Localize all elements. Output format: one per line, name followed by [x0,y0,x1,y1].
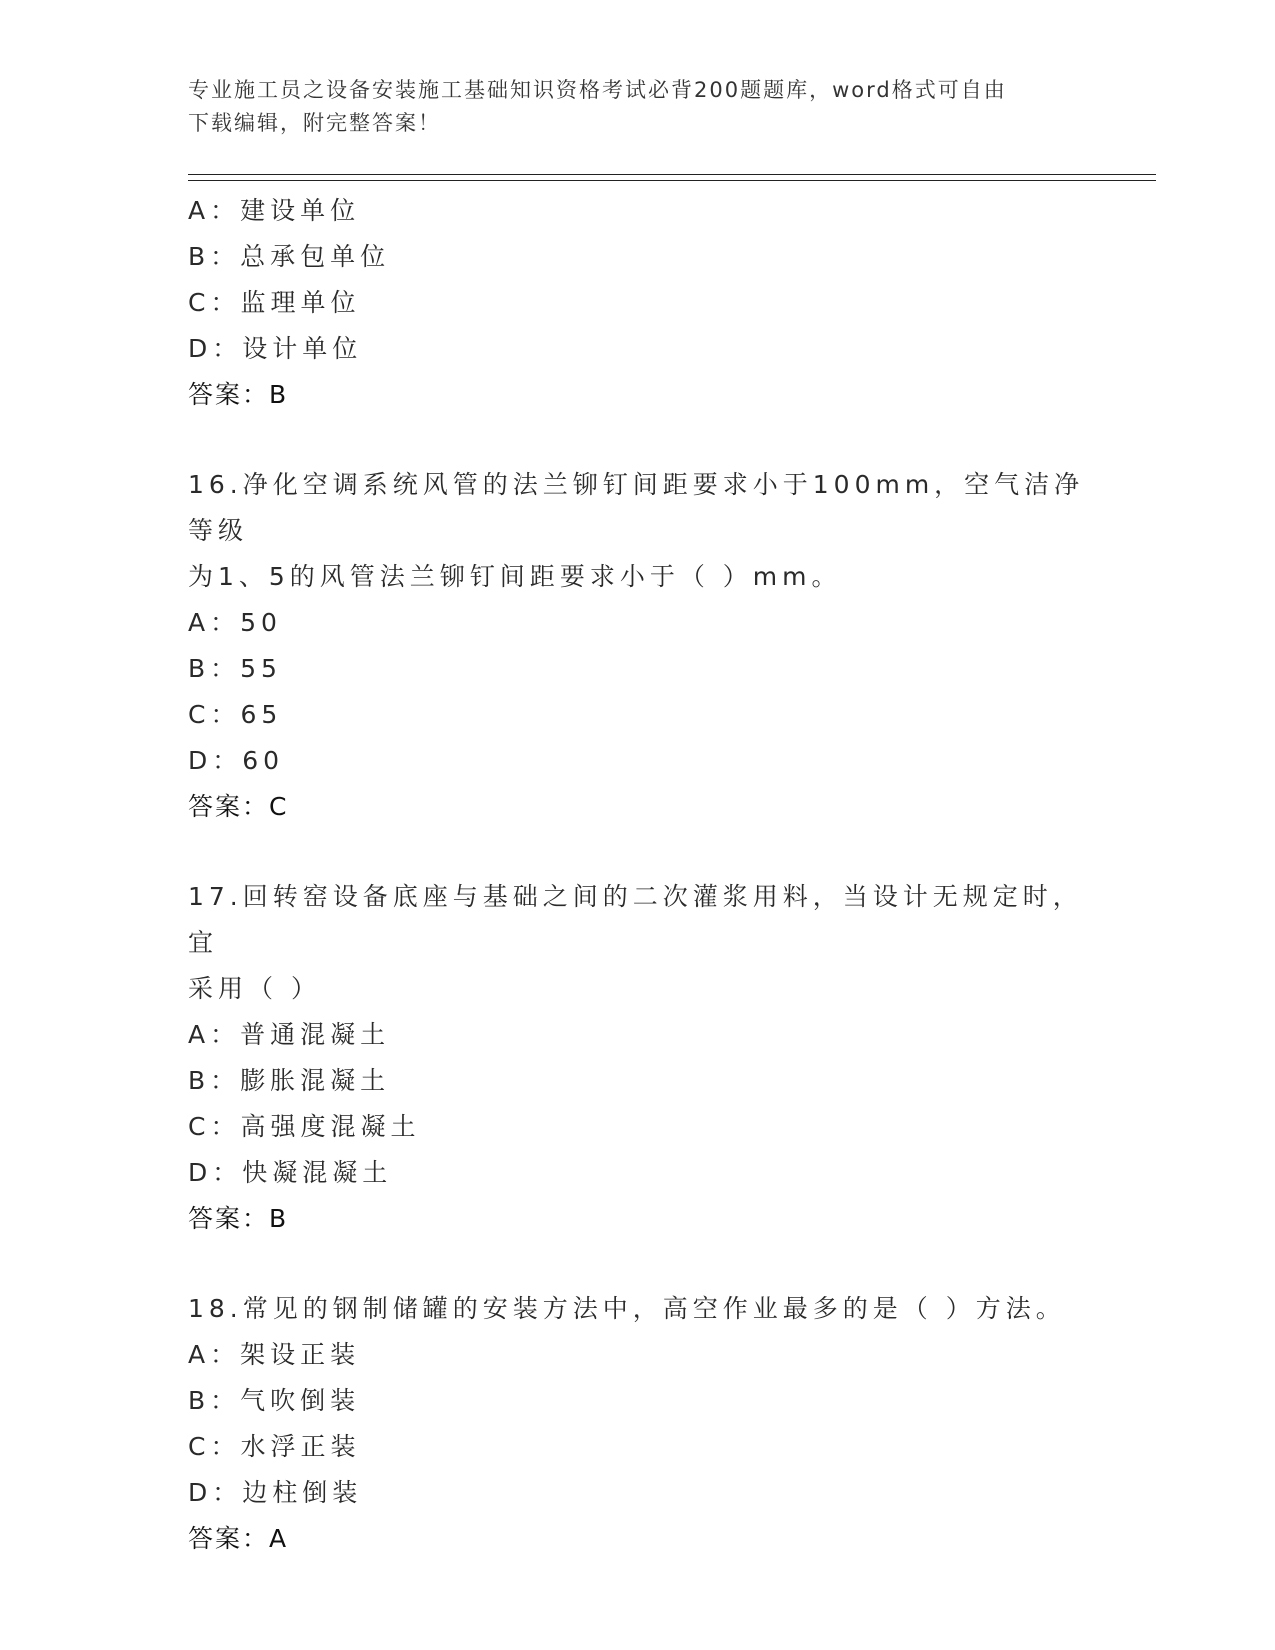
answer: 答案：B [188,1204,289,1233]
question-17 [188,874,1088,1242]
question-stem-line-2: 采用（ ） [188,974,321,1003]
option-d: D：快凝混凝土 [188,1158,393,1187]
option-d: D：边柱倒装 [188,1478,363,1507]
question-stem-line-2: 为1、5的风管法兰铆钉间距要求小于（ ）mm。 [188,562,842,591]
option-a: A：普通混凝土 [188,1020,391,1049]
question-18 [188,1286,1088,1562]
option-c: C：监理单位 [188,288,361,317]
option-a: A：建设单位 [188,196,361,225]
option-a: A：架设正装 [188,1340,361,1369]
question-list [188,188,1088,1562]
answer: 答案：C [188,792,289,821]
spacer [188,418,1088,462]
header-line-1: 专业施工员之设备安装施工基础知识资格考试必背200题题库，word格式可自由 [188,78,1007,102]
question-15 [188,188,1088,418]
answer: 答案：A [188,1524,289,1553]
option-a: A：50 [188,608,282,637]
option-b: B：总承包单位 [188,242,391,271]
option-b: B：气吹倒装 [188,1386,361,1415]
option-c: C：65 [188,700,283,729]
spacer [188,830,1088,874]
question-16 [188,462,1088,830]
option-b: B：膨胀混凝土 [188,1066,391,1095]
header-divider-bottom [188,180,1156,181]
question-stem-line-1: 16.净化空调系统风管的法兰铆钉间距要求小于100mm，空气洁净等级 [188,470,1085,545]
option-c: C：高强度混凝土 [188,1112,421,1141]
header-divider-top [188,174,1156,175]
question-stem-line-1: 17.回转窑设备底座与基础之间的二次灌浆用料，当设计无规定时，宜 [188,882,1083,957]
spacer [188,1242,1088,1286]
option-b: B：55 [188,654,282,683]
question-stem-line-1: 18.常见的钢制储罐的安装方法中，高空作业最多的是（ ）方法。 [188,1294,1066,1323]
document-header [188,74,1088,140]
header-line-2: 下载编辑，附完整答案！ [188,111,441,135]
option-d: D：60 [188,746,285,775]
option-c: C：水浮正装 [188,1432,361,1461]
answer: 答案：B [188,380,289,409]
option-d: D：设计单位 [188,334,363,363]
